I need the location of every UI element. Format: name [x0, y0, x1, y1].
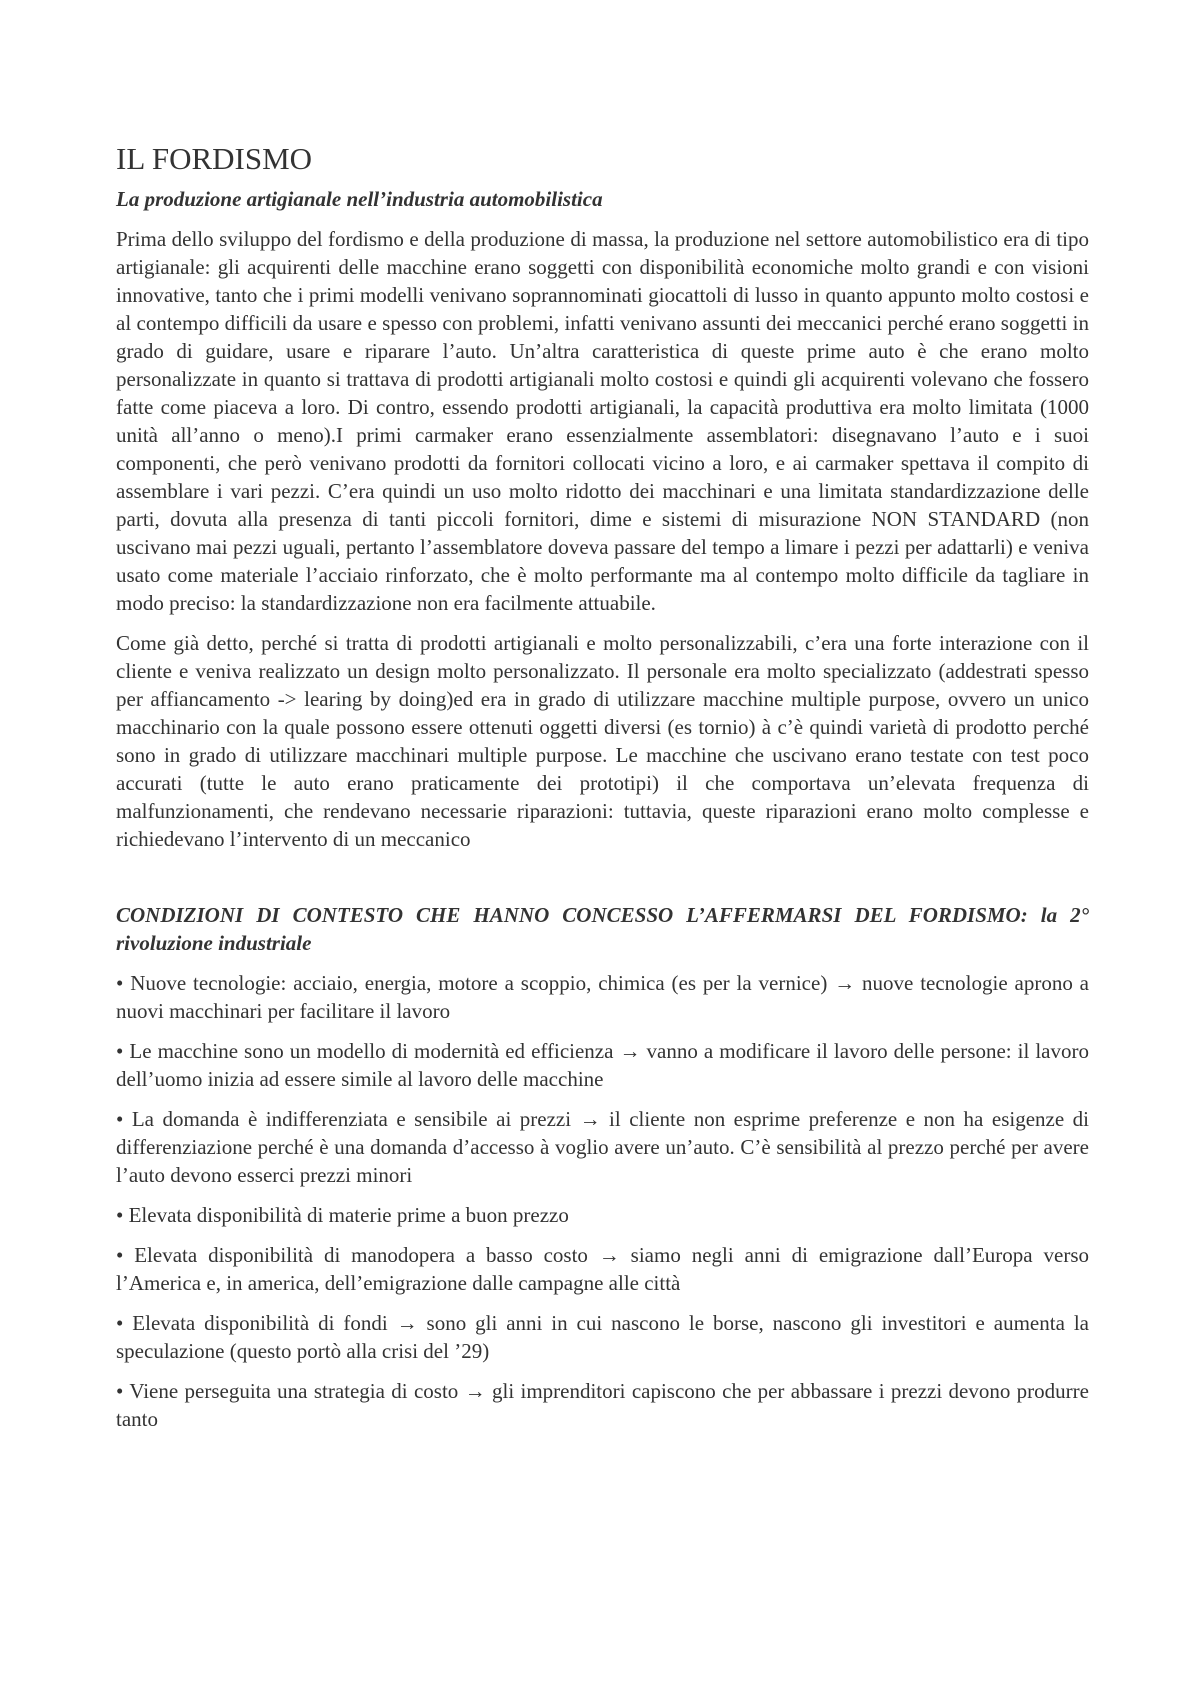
- bullet-item: • Le macchine sono un modello di modernità ed efficienza → vanno a modificare il lavoro delle persone: il lavoro dell’uomo inizia ad essere simile al lavoro delle macchine: [116, 1039, 1089, 1092]
- bullet-item: • La domanda è indifferenziata e sensibile ai prezzi → il cliente non esprime preferenze e non ha esigenze di differenziazione perché è una domanda d’accesso à voglio avere un’auto. C’è sensibilità al prezzo perché per avere l’auto devono esserci prezzi minori: [116, 1107, 1089, 1188]
- bullet-item: • Elevata disponibilità di materie prime a buon prezzo: [116, 1203, 569, 1228]
- bullet-item: • Viene perseguita una strategia di costo → gli imprenditori capiscono che per abbassare i prezzi devono produrre tanto: [116, 1379, 1089, 1432]
- document-title: IL FORDISMO: [116, 141, 313, 176]
- paragraph: Prima dello sviluppo del fordismo e della produzione di massa, la produzione nel settore automobilistico era di tipo artigianale: gli acquirenti delle macchine erano soggetti con disponibilità economiche molto grandi e con visioni innovative, tanto che i primi modelli venivano soprannominati giocattoli di lusso in quanto appunto molto costosi e al contempo difficili da usare e spesso con problemi, infatti venivano assunti dei meccanici perché erano soggetti in grado di guidare, usare e riparare l’auto. Un’altra caratteristica di queste prime auto è che erano molto personalizzate in quanto si trattava di prodotti artigianali molto costosi e quindi gli acquirenti volevano che fossero fatte come piaceva a loro. Di contro, essendo prodotti artigianali, la capacità produttiva era molto limitata (1000 unità all’anno o meno).I primi carmaker erano essenzialmente assemblatori: disegnavano l’auto e i suoi componenti, che però venivano prodotti da fornitori collocati vicino a loro, e ai carmaker spettava il compito di assemblare i vari pezzi. C’era quindi un uso molto ridotto dei macchinari e una limitata standardizzazione delle parti, dovuta alla presenza di tanti piccoli fornitori, dime e sistemi di misurazione NON STANDARD (non uscivano mai pezzi uguali, pertanto l’assemblatore doveva passare del tempo a limare i pezzi per adattarli) e veniva usato come materiale l’acciaio rinforzato, che è molto performante ma al contempo molto difficile da tagliare in modo preciso: la standardizzazione non era facilmente attuabile.: [116, 227, 1089, 616]
- paragraph: Come già detto, perché si tratta di prodotti artigianali e molto personalizzabili, c’era una forte interazione con il cliente e veniva realizzato un design molto personalizzato. Il personale era molto specializzato (addestrati spesso per affiancamento -> learing by doing)ed era in grado di utilizzare macchine multiple purpose, ovvero un unico macchinario con la quale possono essere ottenuti oggetti diversi (es tornio) à c’è quindi varietà di prodotto perché sono in grado di utilizzare macchinari multiple purpose. Le macchine che uscivano erano testate con test poco accurati (tutte le auto erano praticamente dei prototipi) il che comportava un’elevata frequenza di malfunzionamenti, che rendevano necessarie riparazioni: tuttavia, queste riparazioni erano molto complesse e richiedevano l’intervento di un meccanico: [116, 631, 1089, 852]
- document-page: [116, 140, 1089, 1445]
- section-heading-artisan-production: La produzione artigianale nell’industria automobilistica: [116, 187, 603, 212]
- section-heading-context-conditions: CONDIZIONI DI CONTESTO CHE HANNO CONCESSO L’AFFERMARSI DEL FORDISMO: la 2° rivoluzione industriale: [116, 903, 1089, 956]
- bullet-item: • Nuove tecnologie: acciaio, energia, motore a scoppio, chimica (es per la vernice) → nuove tecnologie aprono a nuovi macchinari per facilitare il lavoro: [116, 971, 1089, 1024]
- bullet-item: • Elevata disponibilità di manodopera a basso costo → siamo negli anni di emigrazione dall’Europa verso l’America e, in america, dell’emigrazione dalle campagne alle città: [116, 1243, 1089, 1296]
- section-spacer: [116, 865, 1089, 901]
- bullet-item: • Elevata disponibilità di fondi → sono gli anni in cui nascono le borse, nascono gli investitori e aumenta la speculazione (questo portò alla crisi del ’29): [116, 1311, 1089, 1364]
